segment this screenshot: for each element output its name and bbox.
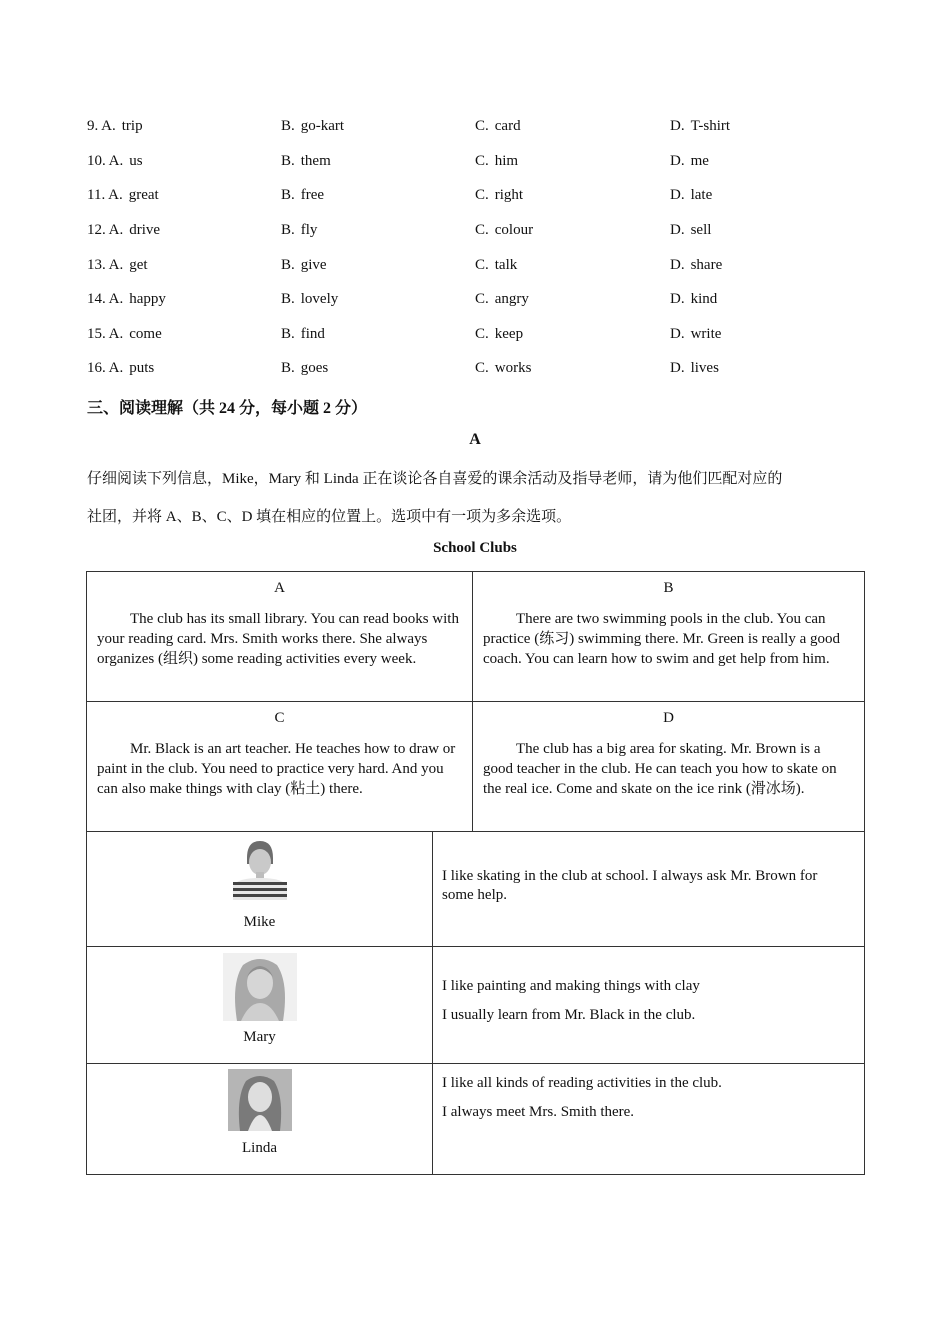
- clubs-title: School Clubs: [433, 540, 517, 556]
- option-b: [281, 187, 324, 204]
- option-a: [87, 291, 166, 308]
- club-description: The club has its small library. You can read books with your reading card. Mrs. Smith works there. She always organizes (组织) some reading activities every week.: [97, 611, 459, 667]
- option-text: me: [690, 153, 709, 169]
- question-number: 10. A.: [87, 153, 124, 169]
- option-label: C.: [475, 187, 489, 203]
- option-label: B.: [281, 187, 295, 203]
- instruction-line-1: 仔细阅读下列信息，Mike，Mary 和 Linda 正在谈论各自喜爱的课余活动及指导老师，请为他们匹配对应的: [87, 471, 783, 487]
- option-text: lives: [690, 360, 719, 376]
- option-text: share: [690, 257, 723, 273]
- option-d: [670, 326, 721, 343]
- option-row-16: [87, 360, 867, 380]
- option-label: D.: [670, 257, 685, 273]
- question-number: 13. A.: [87, 257, 124, 273]
- option-row-14: [87, 291, 867, 311]
- club-letter: B: [663, 580, 674, 596]
- option-text: talk: [494, 257, 518, 273]
- option-d: [670, 360, 719, 377]
- option-text: works: [494, 360, 532, 376]
- option-row-12: [87, 222, 867, 242]
- option-c: [475, 118, 521, 135]
- option-c: [475, 360, 531, 377]
- option-b: [281, 118, 344, 135]
- option-text: come: [129, 326, 162, 342]
- person-row-mary: [86, 946, 865, 1064]
- option-label: D.: [670, 187, 685, 203]
- option-text: fly: [300, 222, 318, 238]
- question-number: 14. A.: [87, 291, 124, 307]
- club-letter: D: [663, 710, 674, 726]
- question-number: 9. A.: [87, 118, 116, 134]
- option-label: C.: [475, 360, 489, 376]
- option-label: C.: [475, 222, 489, 238]
- option-a: [87, 118, 143, 135]
- option-d: [670, 291, 717, 308]
- mary-photo-icon: [223, 953, 297, 1021]
- instruction-line-2: 社团，并将 A、B、C、D 填在相应的位置上。选项中有一项为多余选项。: [87, 509, 572, 525]
- option-text: him: [494, 153, 519, 169]
- part-title: A: [469, 431, 481, 448]
- option-text: free: [300, 187, 325, 203]
- linda-photo-icon: [228, 1069, 292, 1131]
- option-b: [281, 153, 331, 170]
- club-a-cell: [86, 571, 473, 702]
- option-text: them: [300, 153, 331, 169]
- option-label: C.: [475, 326, 489, 342]
- option-text: get: [129, 257, 148, 273]
- club-description: There are two swimming pools in the club. You can practice (练习) swimming there. Mr. Green is really a good coach. You can learn how to swim and get help from him.: [483, 611, 840, 667]
- option-c: [475, 326, 523, 343]
- option-label: B.: [281, 118, 295, 134]
- option-text: write: [690, 326, 722, 342]
- option-text: sell: [690, 222, 712, 238]
- option-text: puts: [129, 360, 155, 376]
- club-description: The club has a big area for skating. Mr. Brown is a good teacher in the club. He can teach you how to skate on the real ice. Come and skate on the ice rink (滑冰场).: [483, 741, 837, 797]
- option-c: [475, 257, 517, 274]
- row-divider: [432, 947, 433, 1063]
- person-quote-line-2: I always meet Mrs. Smith there.: [442, 1104, 635, 1120]
- option-c: [475, 222, 533, 239]
- option-a: [87, 360, 154, 377]
- option-label: B.: [281, 153, 295, 169]
- row-divider: [432, 832, 433, 946]
- option-a: [87, 187, 159, 204]
- option-a: [87, 257, 148, 274]
- option-d: [670, 222, 711, 239]
- option-c: [475, 187, 523, 204]
- question-number: 11. A.: [87, 187, 123, 203]
- person-quote: I like skating in the club at school. I always ask Mr. Brown for some help.: [442, 868, 818, 903]
- option-row-10: [87, 153, 867, 173]
- person-quote-line-1: I like all kinds of reading activities in the club.: [442, 1075, 722, 1091]
- option-text: right: [494, 187, 524, 203]
- option-d: [670, 118, 730, 135]
- option-text: give: [300, 257, 327, 273]
- option-label: D.: [670, 326, 685, 342]
- option-label: B.: [281, 291, 295, 307]
- option-label: D.: [670, 291, 685, 307]
- option-row-15: [87, 326, 867, 346]
- option-b: [281, 257, 327, 274]
- row-divider: [432, 1064, 433, 1174]
- club-b-cell: [472, 571, 865, 702]
- option-c: [475, 153, 518, 170]
- option-label: D.: [670, 222, 685, 238]
- option-text: great: [128, 187, 159, 203]
- person-row-mike: [86, 831, 865, 947]
- person-name: Mary: [243, 1029, 276, 1045]
- option-label: D.: [670, 153, 685, 169]
- question-number: 12. A.: [87, 222, 124, 238]
- option-label: C.: [475, 153, 489, 169]
- option-text: colour: [494, 222, 534, 238]
- person-quote-line-2: I usually learn from Mr. Black in the club.: [442, 1007, 696, 1023]
- section-title: 三、阅读理解（共 24 分，每小题 2 分）: [87, 400, 368, 417]
- option-text: us: [129, 153, 143, 169]
- option-d: [670, 187, 712, 204]
- option-text: card: [494, 118, 521, 134]
- option-text: late: [690, 187, 713, 203]
- option-b: [281, 326, 325, 343]
- option-text: angry: [494, 291, 529, 307]
- option-label: B.: [281, 326, 295, 342]
- club-d-cell: [472, 701, 865, 832]
- option-text: kind: [690, 291, 718, 307]
- option-b: [281, 360, 328, 377]
- option-b: [281, 291, 338, 308]
- option-text: trip: [121, 118, 143, 134]
- person-name: Mike: [243, 914, 276, 930]
- option-d: [670, 257, 722, 274]
- club-c-cell: [86, 701, 473, 832]
- club-letter: C: [274, 710, 285, 726]
- club-description: Mr. Black is an art teacher. He teaches how to draw or paint in the club. You need to practice very hard. And you can also make things with clay (粘土) there.: [97, 741, 456, 797]
- option-row-13: [87, 257, 867, 277]
- question-number: 16. A.: [87, 360, 124, 376]
- option-text: lovely: [300, 291, 339, 307]
- option-label: C.: [475, 257, 489, 273]
- option-label: B.: [281, 360, 295, 376]
- option-d: [670, 153, 709, 170]
- option-a: [87, 326, 162, 343]
- option-label: C.: [475, 118, 489, 134]
- person-quote-line-1: I like painting and making things with clay: [442, 978, 700, 994]
- option-label: B.: [281, 222, 295, 238]
- club-letter: A: [274, 580, 285, 596]
- option-text: go-kart: [300, 118, 345, 134]
- option-c: [475, 291, 529, 308]
- option-text: keep: [494, 326, 524, 342]
- option-label: C.: [475, 291, 489, 307]
- option-b: [281, 222, 317, 239]
- option-row-11: [87, 187, 867, 207]
- option-label: D.: [670, 118, 685, 134]
- option-text: happy: [129, 291, 166, 307]
- option-a: [87, 222, 160, 239]
- option-label: D.: [670, 360, 685, 376]
- option-text: drive: [129, 222, 161, 238]
- option-row-9: [87, 118, 867, 138]
- person-row-linda: [86, 1063, 865, 1175]
- question-number: 15. A.: [87, 326, 124, 342]
- option-text: T-shirt: [690, 118, 731, 134]
- person-name: Linda: [242, 1140, 277, 1156]
- option-label: B.: [281, 257, 295, 273]
- option-text: find: [300, 326, 325, 342]
- option-text: goes: [300, 360, 329, 376]
- school-clubs-table: [86, 571, 865, 1175]
- option-a: [87, 153, 143, 170]
- mike-photo-icon: [227, 838, 293, 900]
